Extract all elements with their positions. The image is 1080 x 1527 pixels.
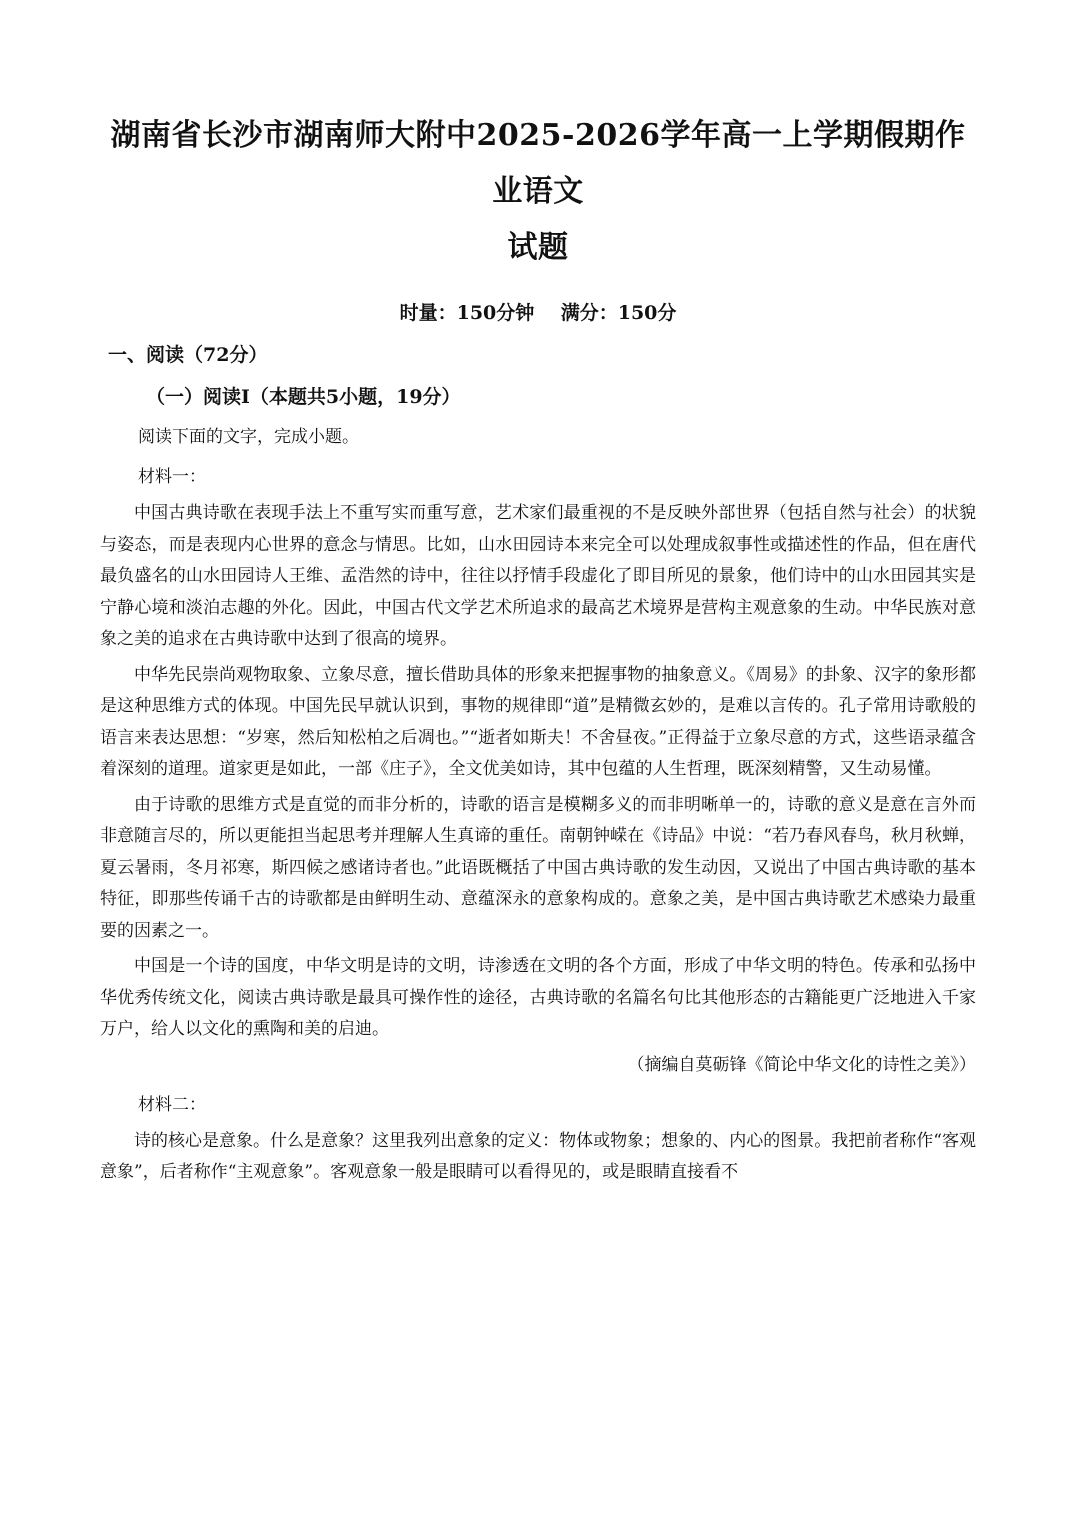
material-1-paragraph: 中国古典诗歌在表现手法上不重写实而重写意，艺术家们最重视的不是反映外部世界（包括自然与社会）的状貌与姿态，而是表现内心世界的意念与情思。比如，山水田园诗本来完全可以处理成叙事性或描述性的作品，但在唐代最负盛名的山水田园诗人王维、孟浩然的诗中，往往以抒情手段虚化了即目所见的景象，他们诗中的山水田园其实是宁静心境和淡泊志趣的外化。因此，中国古代文学艺术所追求的最高艺术境界是营构主观意象的生动。中华民族对意象之美的追求在古典诗歌中达到了很高的境界。 [100, 503, 976, 649]
material-1-paragraph: 由于诗歌的思维方式是直觉的而非分析的，诗歌的语言是模糊多义的而非明晰单一的，诗歌的意义是意在言外而非意随言尽的，所以更能担当起思考并理解人生真谛的重任。南朝钟嵘在《诗品》中说：“若乃春风春鸟，秋月秋蝉，夏云暑雨，冬月祁寒，斯四候之感诸诗者也。”此语既概括了中国古典诗歌的发生动因，又说出了中国古典诗歌的基本特征，即那些传诵千古的诗歌都是由鲜明生动、意蕴深永的意象构成的。意象之美，是中国古典诗歌艺术感染力最重要的因素之一。 [100, 794, 976, 941]
material-1-body [100, 498, 976, 1046]
subsection-heading: （一）阅读Ⅰ（本题共5小题，19分） [146, 386, 461, 408]
material-2-paragraph: 诗的核心是意象。什么是意象？这里我列出意象的定义：物体或物象；想象的、内心的图景。我把前者称作“客观意象”，后者称作“主观意象”。客观意象一般是眼睛可以看得见的，或是眼睛直接看不 [100, 1130, 976, 1182]
material-2-body [100, 1126, 976, 1189]
material-1-citation: （摘编自莫砺锋《简论中华文化的诗性之美》） [627, 1054, 976, 1075]
material-1-paragraph: 中国是一个诗的国度，中华文明是诗的文明，诗渗透在文明的各个方面，形成了中华文明的特色。传承和弘扬中华优秀传统文化，阅读古典诗歌是最具可操作性的途径，古典诗歌的名篇名句比其他形态的古籍能更广泛地进入千家万户，给人以文化的熏陶和美的启迪。 [100, 956, 976, 1039]
title-line-2: 试题 [507, 230, 569, 265]
document-title [100, 108, 976, 276]
material-2-label: 材料二： [138, 1094, 206, 1115]
reading-instruction: 阅读下面的文字，完成小题。 [138, 427, 359, 447]
exam-info: 时量：150分钟 满分：150分 [399, 302, 677, 324]
section-heading: 一、阅读（72分） [108, 344, 268, 366]
material-1-label: 材料一： [138, 467, 206, 487]
material-1-paragraph: 中华先民崇尚观物取象、立象尽意，擅长借助具体的形象来把握事物的抽象意义。《周易》的卦象、汉字的象形都是这种思维方式的体现。中国先民早就认识到，事物的规律即“道”是精微玄妙的，是难以言传的。孔子常用诗歌般的语言来表达思想：“岁寒，然后知松柏之后凋也。”“逝者如斯夫！不舍昼夜。”正得益于立象尽意的方式，这些语录蕴含着深刻的道理。道家更是如此，一部《庄子》，全文优美如诗，其中包蕴的人生哲理，既深刻精警，又生动易懂。 [100, 664, 976, 779]
title-line-1: 湖南省长沙市湖南师大附中2025-2026学年高一上学期假期作业语文 [110, 118, 966, 209]
